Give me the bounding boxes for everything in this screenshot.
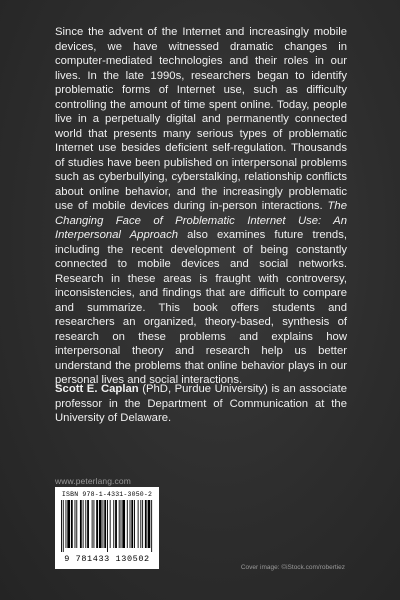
barcode-bar [134, 500, 135, 548]
barcode-bar [92, 500, 93, 548]
barcode-bar [93, 500, 94, 548]
barcode-bar [142, 500, 143, 548]
publisher-website: www.peterlang.com [55, 476, 131, 486]
barcode-bar [102, 500, 103, 548]
author-name: Scott E. Caplan [55, 383, 139, 395]
barcode-bar [104, 500, 106, 548]
barcode-bar [122, 500, 125, 548]
barcode-bar [66, 500, 67, 548]
barcode-bar [148, 500, 151, 548]
barcode-bar [138, 500, 139, 548]
barcode-bar [151, 500, 152, 552]
barcode-bar [96, 500, 98, 548]
barcode-bar [71, 500, 73, 548]
barcode-bar [107, 500, 108, 552]
barcode-bar [67, 500, 70, 548]
barcode-bars [61, 500, 153, 552]
barcode-bar [85, 500, 86, 548]
author-bio-text: (PhD, Purdue University) is an associate professor in the Department of Communication at the University of Delaware. [55, 383, 347, 424]
barcode-bar [127, 500, 128, 548]
isbn-label: ISBN 978-1-4331-3050-2 [61, 491, 153, 498]
isbn-barcode [55, 487, 159, 569]
author-bio [55, 382, 347, 426]
book-description [55, 25, 347, 388]
barcode-bar [87, 500, 89, 548]
barcode-bar [110, 500, 111, 548]
cover-image-credit: Cover image: ©iStock.com/robertiez [240, 564, 345, 571]
barcode-digits: 9 781433 130502 [64, 554, 150, 564]
barcode-bar [63, 500, 64, 552]
barcode-bar [80, 500, 82, 548]
barcode-bar [130, 500, 131, 548]
barcode-bar [145, 500, 147, 548]
barcode-bar [119, 500, 120, 548]
barcode-bar [131, 500, 133, 548]
description-text-continued: also examines future trends, including the recent development of being constantly connected to mobile devices and social networks. Research in these areas is fraught with controversy, inconsistencies, and findings that are difficult to compare and summarize. This book offers students and researchers an organized, theory-based, synthesis of research on these problems and explains how interpersonal theory and research help us better understand the problems that online behavior plays in our personal lives and social interactions. [55, 229, 347, 386]
book-title: The Changing Face of Problematic Internet Use: An Interpersonal Approach [55, 200, 347, 241]
barcode-bar [61, 500, 62, 552]
barcode-bar [140, 500, 141, 548]
barcode-bar [113, 500, 114, 548]
barcode-bar [76, 500, 77, 548]
barcode-bar [99, 500, 102, 548]
barcode-bar [75, 500, 76, 548]
barcode-bar [115, 500, 117, 548]
barcode-bar [83, 500, 84, 548]
barcode-bar [121, 500, 122, 548]
description-text: Since the advent of the Internet and increasingly mobile devices, we have witnessed dramatic changes in computer-mediated technologies and their roles in our lives. In the late 1990s, researchers began to identify problematic forms of Internet use, such as difficulty controlling the amount of time spent online. Today, people live in a perpetually digital and permanently connected world that presents many serious types of problematic Internet use besides deficient self-regulation. Thousands of studies have been published on interpersonal problems such as cyberbullying, cyberstalking, relationship conflicts about online behavior, and the increasingly problematic use of mobile devices during in-person interactions. [55, 26, 347, 212]
